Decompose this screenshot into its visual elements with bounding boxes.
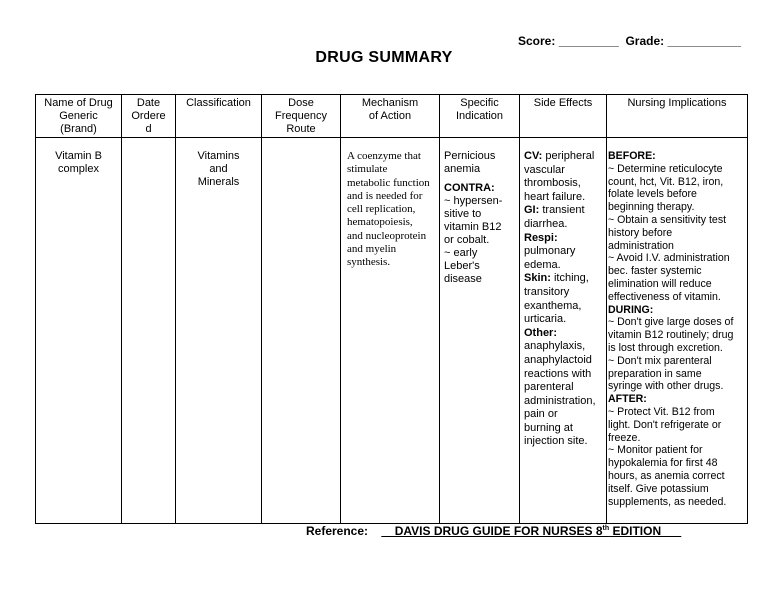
header-dose: Dose Frequency Route [262,95,341,138]
header-side-effects: Side Effects [520,95,607,138]
table-header-row [36,95,748,138]
header-nursing-implications: Nursing Implications [607,95,748,138]
nursing-implications-cell: BEFORE: ~ Determine reticulocyte count, hct, Vit. B12, iron, folate levels before beginning therapy. ~ Obtain a sensitivity test history before administration ~ Avoid I.V. administration bec. faster systemic elimination will reduce effectiveness of vitamin. DURING: ~ Don't give large doses of vitamin B12 routinely; drug is lost through excretion. ~ Don't mix parenteral preparation in same syringe with other drugs. AFTER: ~ Protect Vit. B12 from light. Don't refrigerate or freeze. ~ Monitor patient for hypokalemia for first 48 hours, as anemia correct itself. Give potassium supplements, as needed. [607,138,748,524]
reference-line [306,524,681,538]
header-date-ordered: Date Ordere d [122,95,176,138]
score-label: Score: [518,34,556,48]
score-blank[interactable]: _________ [558,34,619,48]
side-effects-cell: CV: peripheral vascular thrombosis, heart failure. GI: transient diarrhea. Respi: pulmonary edema. Skin: itching, transitory exanthema, urticaria. Other: anaphylaxis, anaphylactoid reactions with parenteral administration, pain or burning at injection site. [520,138,607,524]
header-indication: Specific Indication [440,95,520,138]
score-grade-line [518,34,741,48]
grade-label: Grade: [625,34,665,48]
drug-name-cell: Vitamin B complex [36,138,122,524]
header-classification: Classification [176,95,262,138]
indication-cell: Pernicious anemia CONTRA: ~ hypersen- sitive to vitamin B12 or cobalt. ~ early Leber's disease [440,138,520,524]
classification-cell: Vitamins and Minerals [176,138,262,524]
after-label: AFTER: [608,393,647,406]
date-ordered-cell[interactable] [122,138,176,524]
table-row [36,138,748,524]
header-drug-name: Name of Drug Generic (Brand) [36,95,122,138]
reference-label: Reference: [306,524,369,538]
contra-label: CONTRA: [444,182,495,194]
reference-book: __DAVIS DRUG GUIDE FOR NURSES 8th EDITION___ [381,524,682,538]
grade-blank[interactable]: ___________ [667,34,741,48]
before-label: BEFORE: [608,150,656,162]
page-title: DRUG SUMMARY [315,49,453,66]
mechanism-cell: A coenzyme that stimulate metabolic function and is needed for cell replication, hematopoiesis, and nucleoprotein and myelin synthesis. [341,138,440,524]
dose-cell[interactable] [262,138,341,524]
header-mechanism: Mechanism of Action [341,95,440,138]
drug-summary-table [35,94,748,524]
during-label: DURING: [608,303,654,316]
